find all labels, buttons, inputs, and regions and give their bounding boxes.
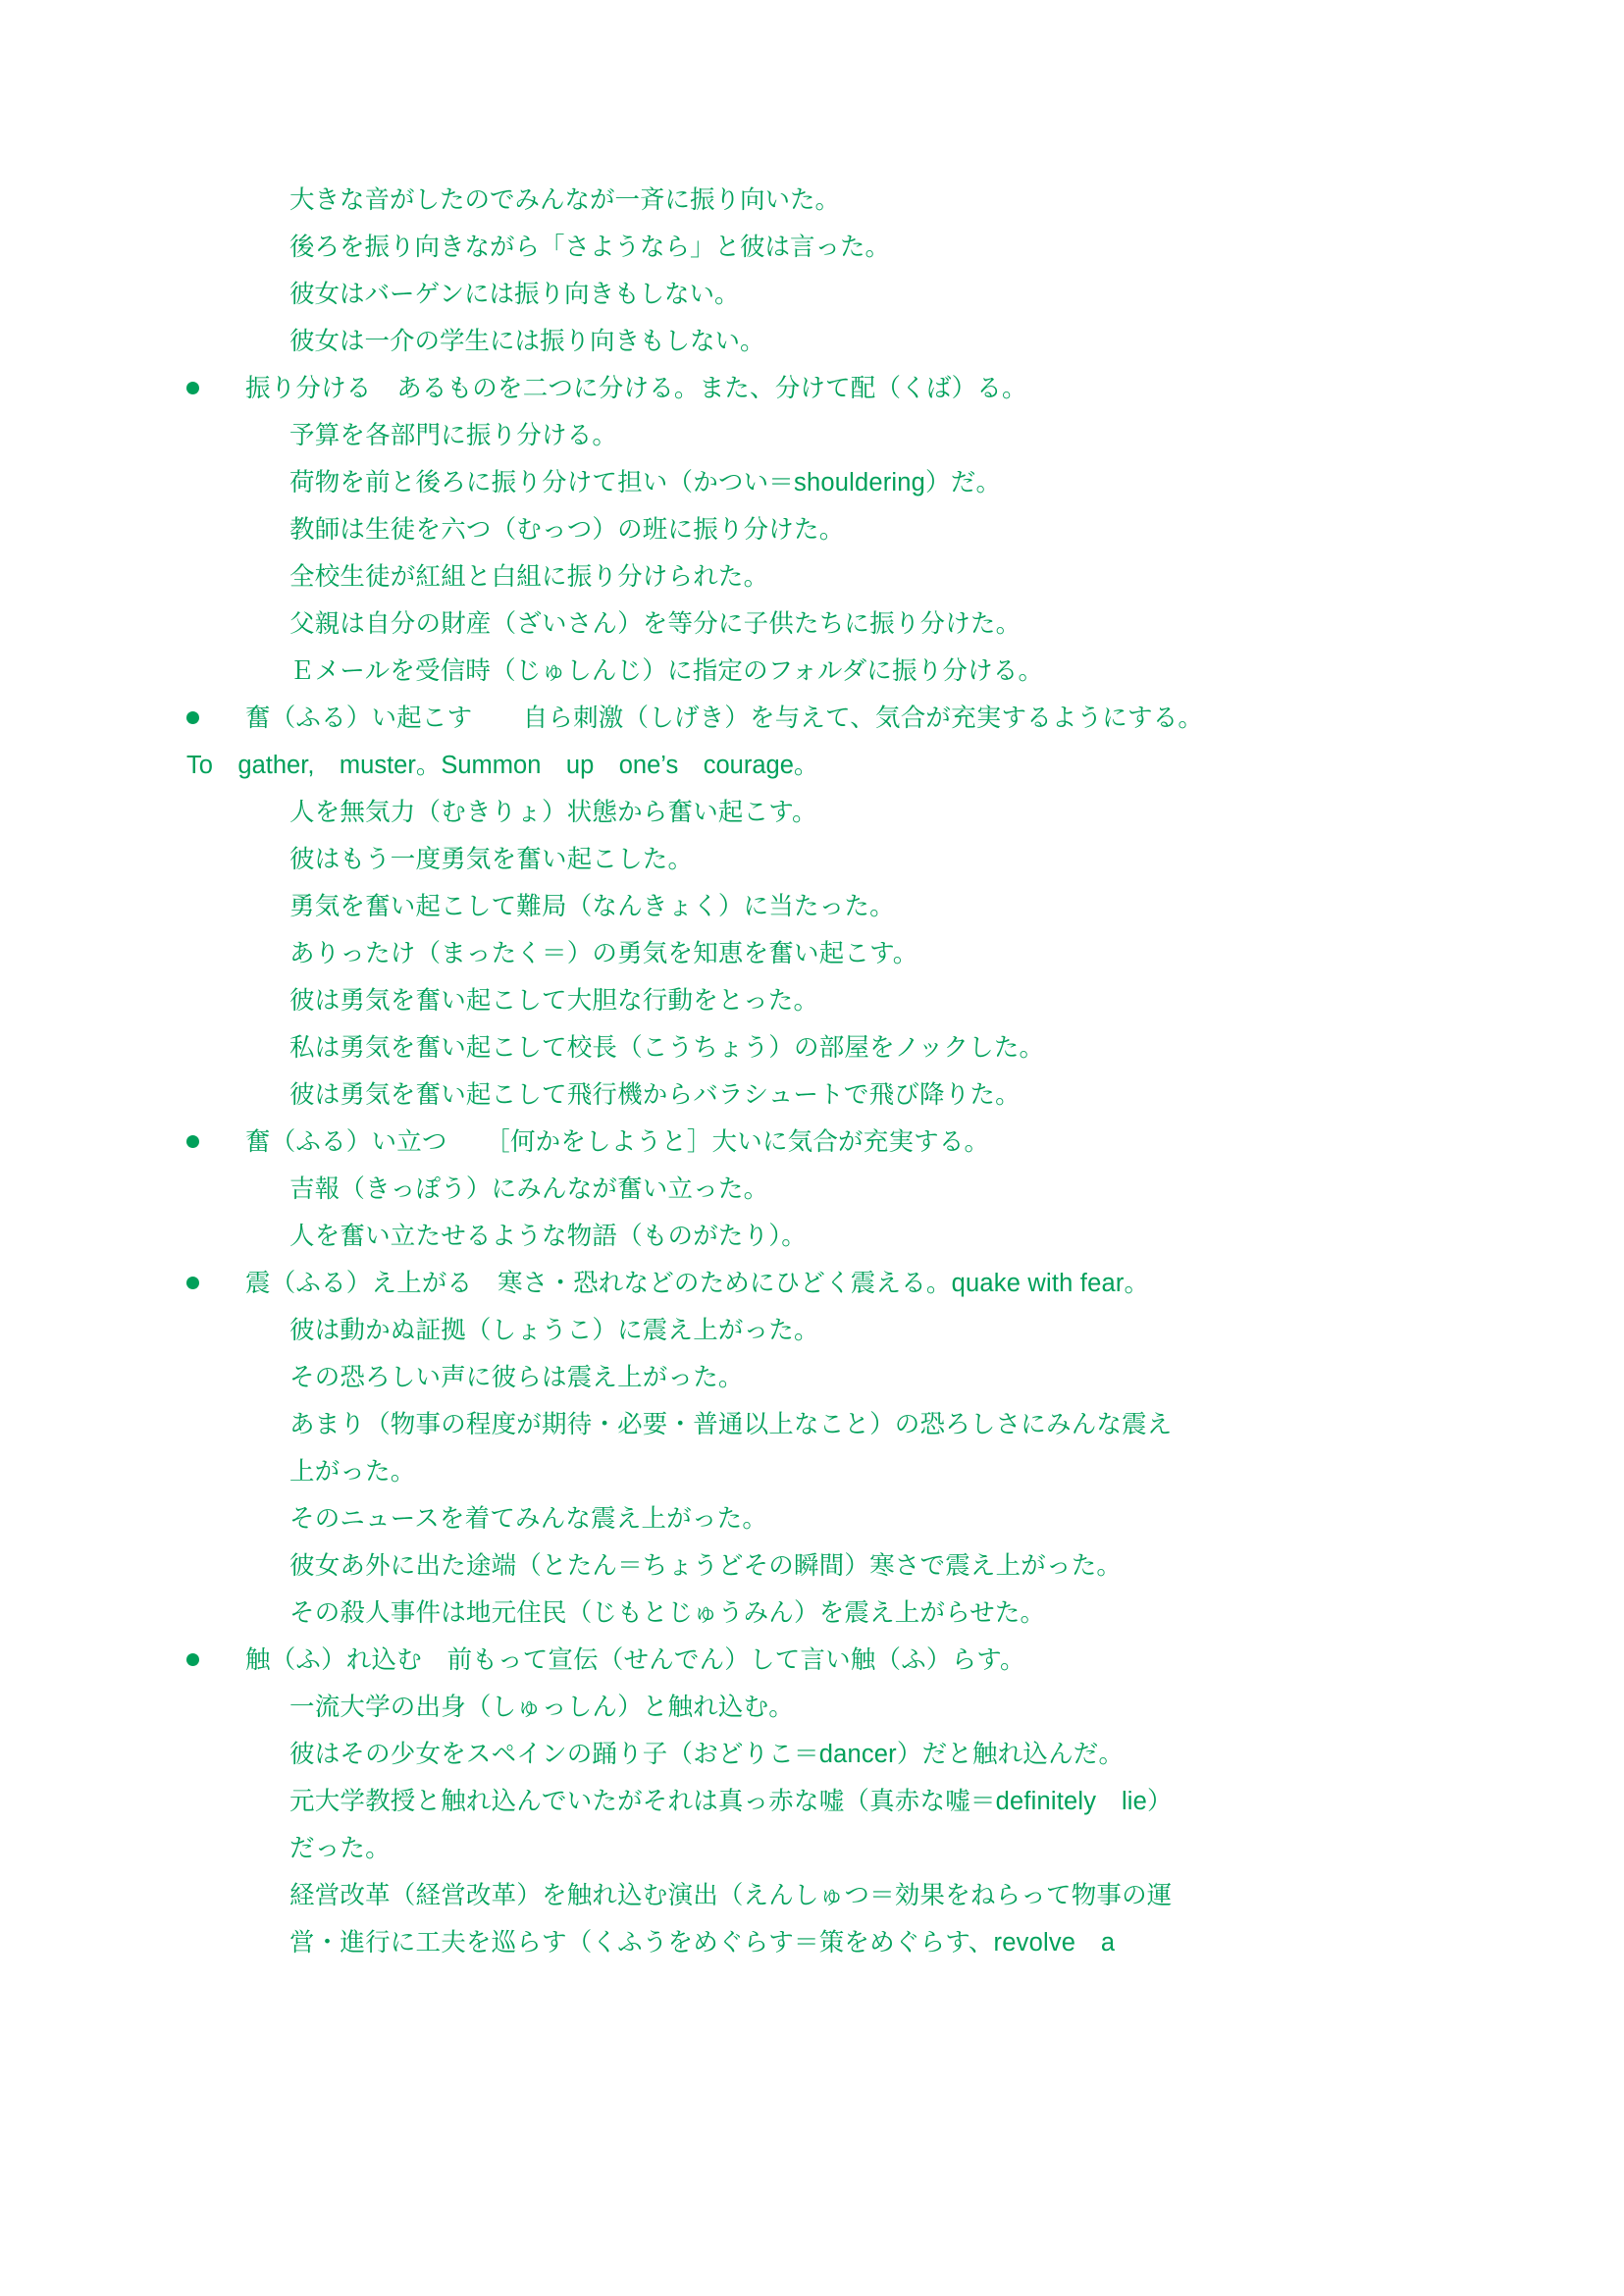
example-sentence: 彼はその少女をスペインの踊り子（おどりこ＝dancer）だと触れ込んだ。: [289, 1741, 1125, 1768]
example-sentence: その恐ろしい声に彼らは震え上がった。: [289, 1364, 744, 1391]
lead-line: 大きな音がしたのでみんなが一斉に振り向いた。: [289, 186, 841, 214]
entry-headword: 触（ふ）れ込む 前もって宣伝（せんでん）して言い触（ふ）らす。: [245, 1646, 1025, 1674]
example-sentence: 彼女あ外に出た途端（とたん＝ちょうどその瞬間）寒さで震え上がった。: [289, 1552, 1123, 1580]
example-sentence: 荷物を前と後ろに振り分けて担い（かつい＝shouldering）だ。: [289, 469, 1002, 496]
example-sentence: 教師は生徒を六つ（むっつ）の班に振り分けた。: [289, 516, 845, 544]
example-sentence: 彼は動かぬ証拠（しょうこ）に震え上がった。: [289, 1317, 819, 1344]
document-body: [186, 177, 1477, 1966]
vocabulary-entry: [186, 1119, 1477, 1166]
entry-headword: 奮（ふる）い起こす 自ら刺激（しげき）を与えて、気合が充実するようにする。: [245, 704, 1204, 732]
example-sentence-continuation: 上がった。: [289, 1458, 416, 1486]
example-sentence: 彼は勇気を奮い起こして大胆な行動をとった。: [289, 987, 819, 1015]
example-sentence: 人を奮い立たせるような物語（ものがたり）。: [289, 1223, 807, 1250]
entry-headword: 奮（ふる）い立つ ［何かをしようと］大いに気合が充実する。: [245, 1128, 990, 1156]
entry-headword: 振り分ける あるものを二つに分ける。また、分けて配（くば）る。: [245, 375, 1027, 402]
example-sentence: 勇気を奮い起こして難局（なんきょく）に当たった。: [289, 893, 895, 920]
example-sentence: あまり（物事の程度が期待・必要・普通以上なこと）の恐ろしさにみんな震え: [289, 1411, 1173, 1438]
lead-line: 彼女は一介の学生には振り向きもしない。: [289, 328, 765, 355]
vocabulary-entry: [186, 365, 1477, 412]
bullet-icon: [186, 1135, 199, 1148]
example-sentence: 経営改革（経営改革）を触れ込む演出（えんしゅつ＝効果をねらって物事の運: [289, 1882, 1173, 1909]
example-sentence: 一流大学の出身（しゅっしん）と触れ込む。: [289, 1694, 795, 1721]
entry-english-gloss: To gather, muster。Summon up one’s courage。: [186, 752, 819, 779]
bullet-icon: [186, 382, 199, 394]
example-sentence: 元大学教授と触れ込んでいたがそれは真っ赤な嘘（真赤な嘘＝definitely lie）: [289, 1788, 1173, 1815]
example-sentence: Ｅメールを受信時（じゅしんじ）に指定のフォルダに振り分ける。: [289, 657, 1044, 685]
vocabulary-entry: [186, 695, 1477, 742]
example-sentence-continuation: 営・進行に工夫を巡らす（くふうをめぐらす＝策をめぐらす、revolve a: [289, 1929, 1116, 1957]
entry-headword: 震（ふる）え上がる 寒さ・恐れなどのためにひどく震える。quake with fear。: [245, 1270, 1150, 1297]
example-sentence: 人を無気力（むきりょ）状態から奮い起こす。: [289, 799, 817, 826]
lead-line: 彼女はバーゲンには振り向きもしない。: [289, 281, 740, 308]
vocabulary-entry: [186, 1637, 1477, 1684]
example-sentence: 吉報（きっぽう）にみんなが奮い立った。: [289, 1175, 769, 1203]
example-sentence: 全校生徒が紅組と白組に振り分けられた。: [289, 563, 769, 591]
example-sentence: その殺人事件は地元住民（じもとじゅうみん）を震え上がらせた。: [289, 1599, 1046, 1627]
example-sentence: そのニュースを着てみんな震え上がった。: [289, 1505, 768, 1533]
bullet-icon: [186, 711, 199, 724]
example-sentence: 父親は自分の財産（ざいさん）を等分に子供たちに振り分けた。: [289, 610, 1022, 638]
bullet-icon: [186, 1653, 199, 1666]
example-sentence: 予算を各部門に振り分ける。: [289, 422, 618, 449]
example-sentence: 私は勇気を奮い起こして校長（こうちょう）の部屋をノックした。: [289, 1034, 1045, 1062]
lead-line: 後ろを振り向きながら「さようなら」と彼は言った。: [289, 234, 891, 261]
example-sentence-continuation: だった。: [289, 1835, 391, 1862]
example-sentence: ありったけ（まったく＝）の勇気を知恵を奮い起こす。: [289, 940, 918, 967]
example-sentence: 彼はもう一度勇気を奮い起こした。: [289, 846, 694, 873]
example-sentence: 彼は勇気を奮い起こして飛行機からバラシュートで飛び降りた。: [289, 1081, 1021, 1109]
vocabulary-entry: [186, 1260, 1477, 1307]
bullet-icon: [186, 1277, 199, 1289]
